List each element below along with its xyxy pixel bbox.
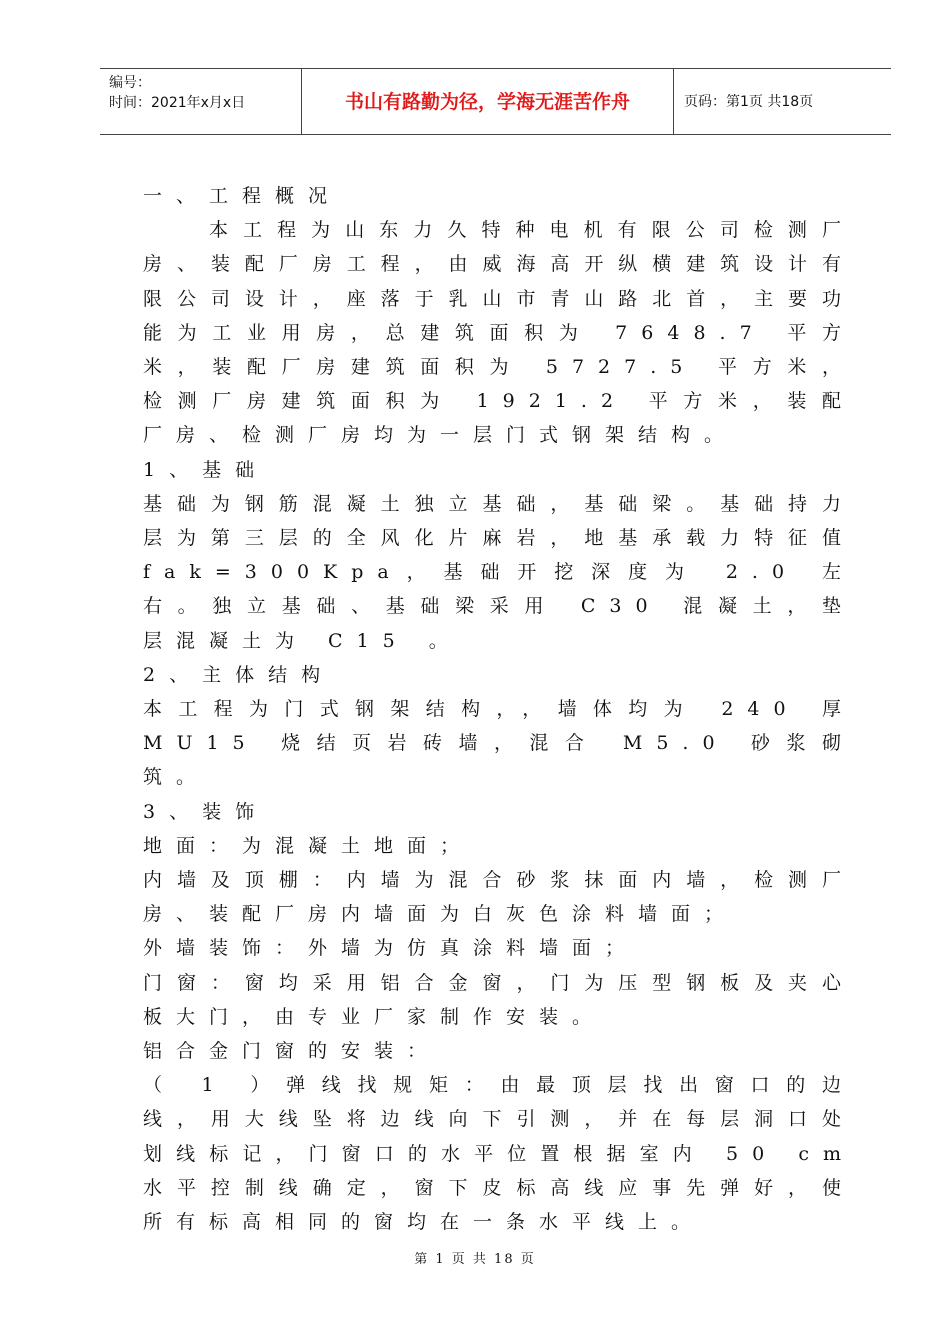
page-footer: 第 1 页 共 18 页 (414, 1252, 536, 1267)
page-header (100, 68, 891, 135)
inner-wall-paragraph: 内墙及顶棚：内墙为混合砂浆抹面内墙，检测厂房、装配厂房内墙面为白灰色涂料墙面； (143, 869, 855, 926)
overview-paragraph: 本工程为山东力久特种电机有限公司检测厂房、装配厂房工程，由威海高开纵横建筑设计有限公司设计，座落于乳山市青山路北首，主要功能为工业用房，总建筑面积为 7648.7 平方米，装配厂房建筑面积为 5727.5 平方米，检测厂房建筑面积为 1921.2 平方米，装配厂房、检测厂房均为一层门式钢架结构。 (143, 219, 855, 447)
foundation-paragraph: 基础为钢筋混凝土独立基础，基础梁。基础持力层为第三层的全风化片麻岩，地基承载力特征值 fak=300Kpa，基础开挖深度为 2.0 左右。独立基础、基础梁采用 C30 混凝土，垫层混凝土为 C15 。 (143, 492, 855, 652)
floor-paragraph: 地面：为混凝土地面； (143, 834, 474, 857)
installation-heading: 铝合金门窗的安装： (143, 1040, 441, 1063)
subsection-heading-structure: 2、主体结构 (143, 663, 335, 686)
outer-wall-paragraph: 外墙装饰：外墙为仿真涂料墙面； (143, 937, 639, 960)
subsection-heading-foundation: 1、基础 (143, 458, 269, 481)
header-motto: 书山有路勤为径，学海无涯苦作舟 (302, 69, 674, 134)
header-left-cell (100, 69, 302, 134)
time-label: 时间：2021年x月x日 (109, 95, 246, 111)
section-heading: 一、工程概况 (143, 185, 342, 207)
document-body (143, 179, 855, 1239)
doors-windows-paragraph: 门窗：窗均采用铝合金窗，门为压型钢板及夹心板大门，由专业厂家制作安装。 (143, 971, 855, 1028)
structure-paragraph: 本工程为门式钢架结构，，墙体均为 240 厚 MU15 烧结页岩砖墙，混合 M5.0 砂浆砌筑。 (143, 698, 855, 789)
header-page-info: 页码：第1页 共18页 (684, 94, 814, 110)
number-label: 编号： (109, 75, 151, 91)
installation-step-1: （ 1 ）弹线找规矩：由最顶层找出窗口的边线，用大线坠将边线向下引测，并在每层洞口处划线标记，门窗口的水平位置根据室内 50 cm 水平控制线确定，窗下皮标高线应事先弹好，使所有标高相同的窗均在一条水平线上。 (143, 1074, 855, 1234)
subsection-heading-decoration: 3、装饰 (143, 800, 269, 823)
